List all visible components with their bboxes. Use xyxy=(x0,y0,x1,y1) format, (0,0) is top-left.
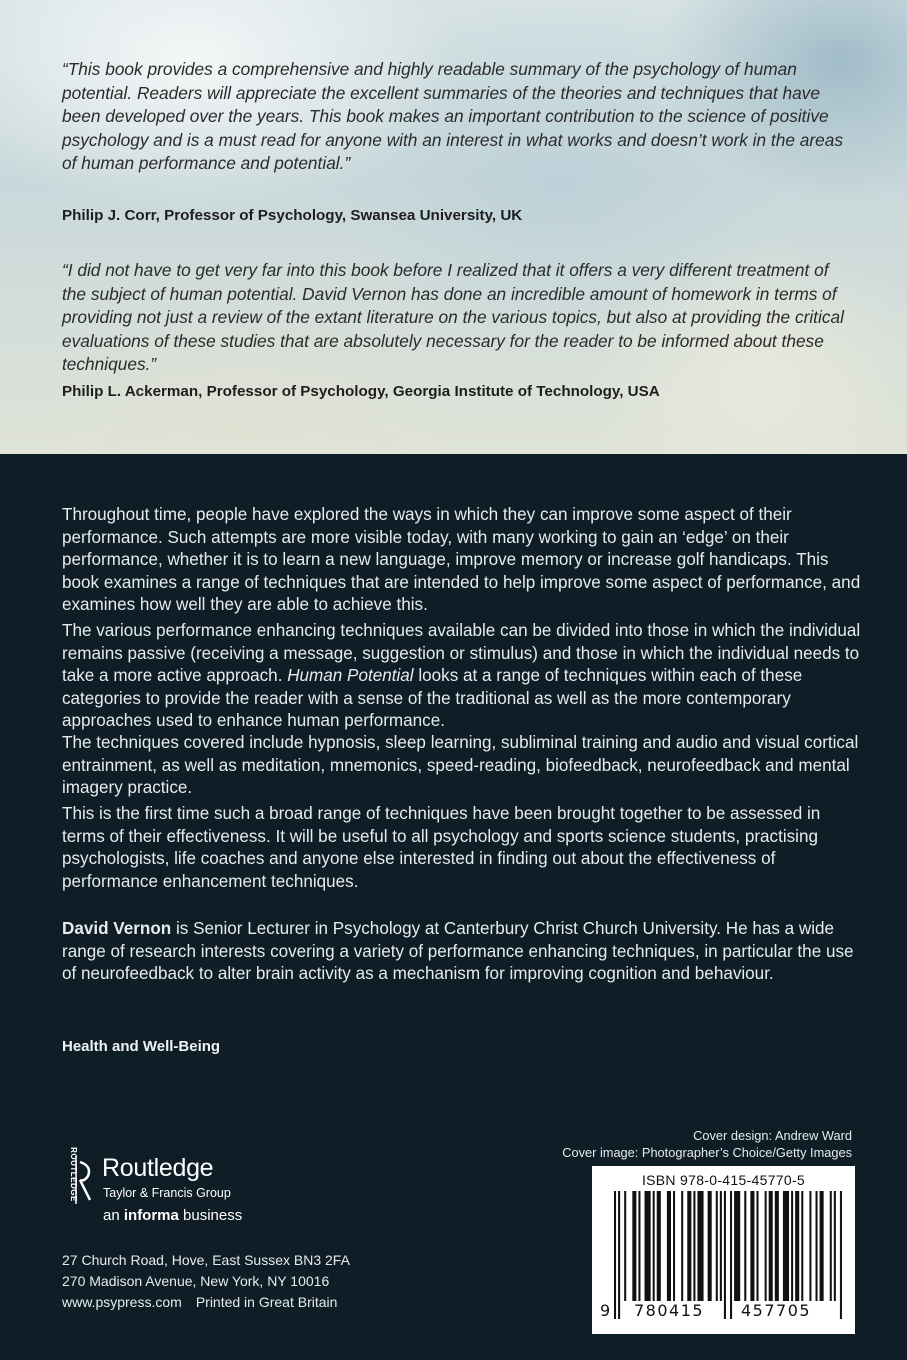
routledge-logo xyxy=(62,1147,322,1232)
author-bio-text: is Senior Lecturer in Psychology at Canterbury Christ Church University. He has a wide range of research interests covering a variety of performance enhancing techniques, in particular the use of neurofeedback to alter brain activity as a mechanism for improving cognition and behaviour. xyxy=(62,919,854,984)
publisher-address-us: 270 Madison Avenue, New York, NY 10016 xyxy=(62,1273,330,1289)
barcode-bar xyxy=(756,1191,758,1301)
tagline-suffix: business xyxy=(178,1207,243,1224)
endorsement-quote-2: “I did not have to get very far into this book before I realized that it offers a very different treatment of the subject of human potential. David Vernon has done an incredible amount of homework in terms of providing not just a review of the extant literature on the various topics, but also at providing the critical evaluations of these studies that are absolutely necessary for the reader to be informed about these techniques.” xyxy=(62,260,844,375)
barcode-bar xyxy=(638,1191,640,1301)
barcode-bar xyxy=(734,1191,740,1301)
tagline-prefix: an xyxy=(103,1207,124,1224)
barcode-bar xyxy=(657,1191,661,1301)
description-paragraph-2-start: The various performance enhancing techniques available can be divided into those in which the individual remains passive (receiving a message, suggestion or stimulus) and those in which the individual needs to take a more active approach. xyxy=(62,621,861,686)
barcode-bar xyxy=(750,1191,754,1301)
description-paragraph-4: This is the first time such a broad range of techniques have been brought together to be assessed in terms of their effectiveness. It will be useful to all psychology and sports science students, practising psychologists, life coaches and anyone else interested in finding out about the effectiveness of performance enhancement techniques. xyxy=(62,804,821,891)
endorsement-quote-1: “This book provides a comprehensive and highly readable summary of the psychology of human potential. Readers will appreciate the excellent summaries of the theories and techniques that have been developed over the years. This book makes an important contribution to the science of positive psychology and is a must read for anyone with an interest in what works and doesn’t work in the areas of human performance and potential.” xyxy=(62,59,843,174)
barcode-bar xyxy=(667,1191,671,1301)
barcode-bar xyxy=(730,1191,732,1319)
barcode-bar xyxy=(708,1191,712,1301)
barcode-digits-left: 780415 xyxy=(634,1301,705,1320)
barcode-bar xyxy=(624,1191,626,1301)
barcode-bar xyxy=(716,1191,718,1301)
publisher-side-label: ROUTLEDGE xyxy=(68,1147,78,1202)
barcode-bar xyxy=(614,1191,616,1319)
barcode-bar xyxy=(724,1191,726,1319)
description-paragraph-1: Throughout time, people have explored the ways in which they can improve some aspect of their performance. Such attempts are more visible today, with many working to gain an ‘edge’ on their performance, whether it is to learn a new language, improve memory or increase golf handicaps. This book examines a range of techniques that are intended to help improve some aspect of performance, and examines how well they are able to achieve this. xyxy=(62,505,861,615)
barcode-bar xyxy=(693,1191,695,1301)
barcode-bar xyxy=(645,1191,651,1301)
barcode-bar xyxy=(653,1191,655,1301)
publisher-tagline xyxy=(103,1207,242,1224)
publisher-group: Taylor & Francis Group xyxy=(103,1186,231,1200)
barcode-bar xyxy=(744,1191,746,1301)
publisher-website: www.psypress.com xyxy=(62,1294,182,1310)
barcode-bar xyxy=(681,1191,683,1301)
barcode-bar xyxy=(775,1191,779,1301)
barcode-bar xyxy=(769,1191,773,1301)
barcode-bar xyxy=(618,1191,620,1319)
barcode-bar xyxy=(673,1191,675,1301)
endorsement-attribution-2: Philip L. Ackerman, Professor of Psychology, Georgia Institute of Technology, USA xyxy=(62,383,660,400)
description-paragraph-2 xyxy=(62,620,862,733)
cover-design-credit: Cover design: Andrew Ward xyxy=(693,1128,852,1143)
barcode-digits-right: 457705 xyxy=(741,1301,812,1320)
publisher-web-line xyxy=(62,1292,402,1313)
barcode-bar xyxy=(795,1191,799,1301)
barcode-bar xyxy=(687,1191,691,1301)
barcode-bar xyxy=(816,1191,818,1301)
barcode-bar xyxy=(720,1191,722,1301)
description-paragraph-2-end: looks at a range of techniques within each of these categories to provide the reader with a sense of the traditional as well as the more contemporary approaches used to enhance human performance. xyxy=(62,666,803,731)
tagline-informa: informa xyxy=(123,1207,179,1224)
barcode-bar xyxy=(697,1191,703,1301)
barcode-bar xyxy=(791,1191,793,1301)
barcode-bar xyxy=(834,1191,836,1301)
isbn-number: ISBN 978-0-415-45770-5 xyxy=(641,1172,806,1188)
publisher-address-uk: 27 Church Road, Hove, East Sussex BN3 2FA xyxy=(62,1252,350,1268)
author-bio xyxy=(62,918,862,986)
barcode-bar xyxy=(632,1191,636,1301)
endorsement-attribution-1: Philip J. Corr, Professor of Psychology, Swansea University, UK xyxy=(62,207,523,224)
description-paragraph-3: The techniques covered include hypnosis, sleep learning, subliminal training and audio and visual cortical entrainment, as well as meditation, mnemonics, speed-reading, biofeedback, neurofeedback and mental imagery practice. xyxy=(62,733,859,798)
barcode-bar xyxy=(765,1191,767,1301)
barcode-bar xyxy=(801,1191,803,1301)
barcode-bars xyxy=(614,1191,844,1319)
barcode-bar xyxy=(820,1191,824,1301)
endorsement-panel xyxy=(0,0,907,454)
author-name: David Vernon xyxy=(62,919,172,938)
barcode-bar xyxy=(830,1191,832,1301)
routledge-emblem-icon xyxy=(62,1152,96,1208)
barcode-bar xyxy=(840,1191,842,1319)
publisher-name: Routledge xyxy=(102,1154,214,1182)
barcode-digit-first: 9 xyxy=(600,1301,611,1320)
printed-in: Printed in Great Britain xyxy=(195,1294,338,1310)
subject-category: Health and Well-Being xyxy=(62,1038,221,1055)
barcode-bar xyxy=(783,1191,789,1301)
isbn-barcode xyxy=(592,1166,855,1334)
book-title-inline: Human Potential xyxy=(287,666,414,686)
barcode-bar xyxy=(809,1191,811,1301)
cover-image-credit: Cover image: Photographer’s Choice/Getty Images xyxy=(562,1145,852,1160)
